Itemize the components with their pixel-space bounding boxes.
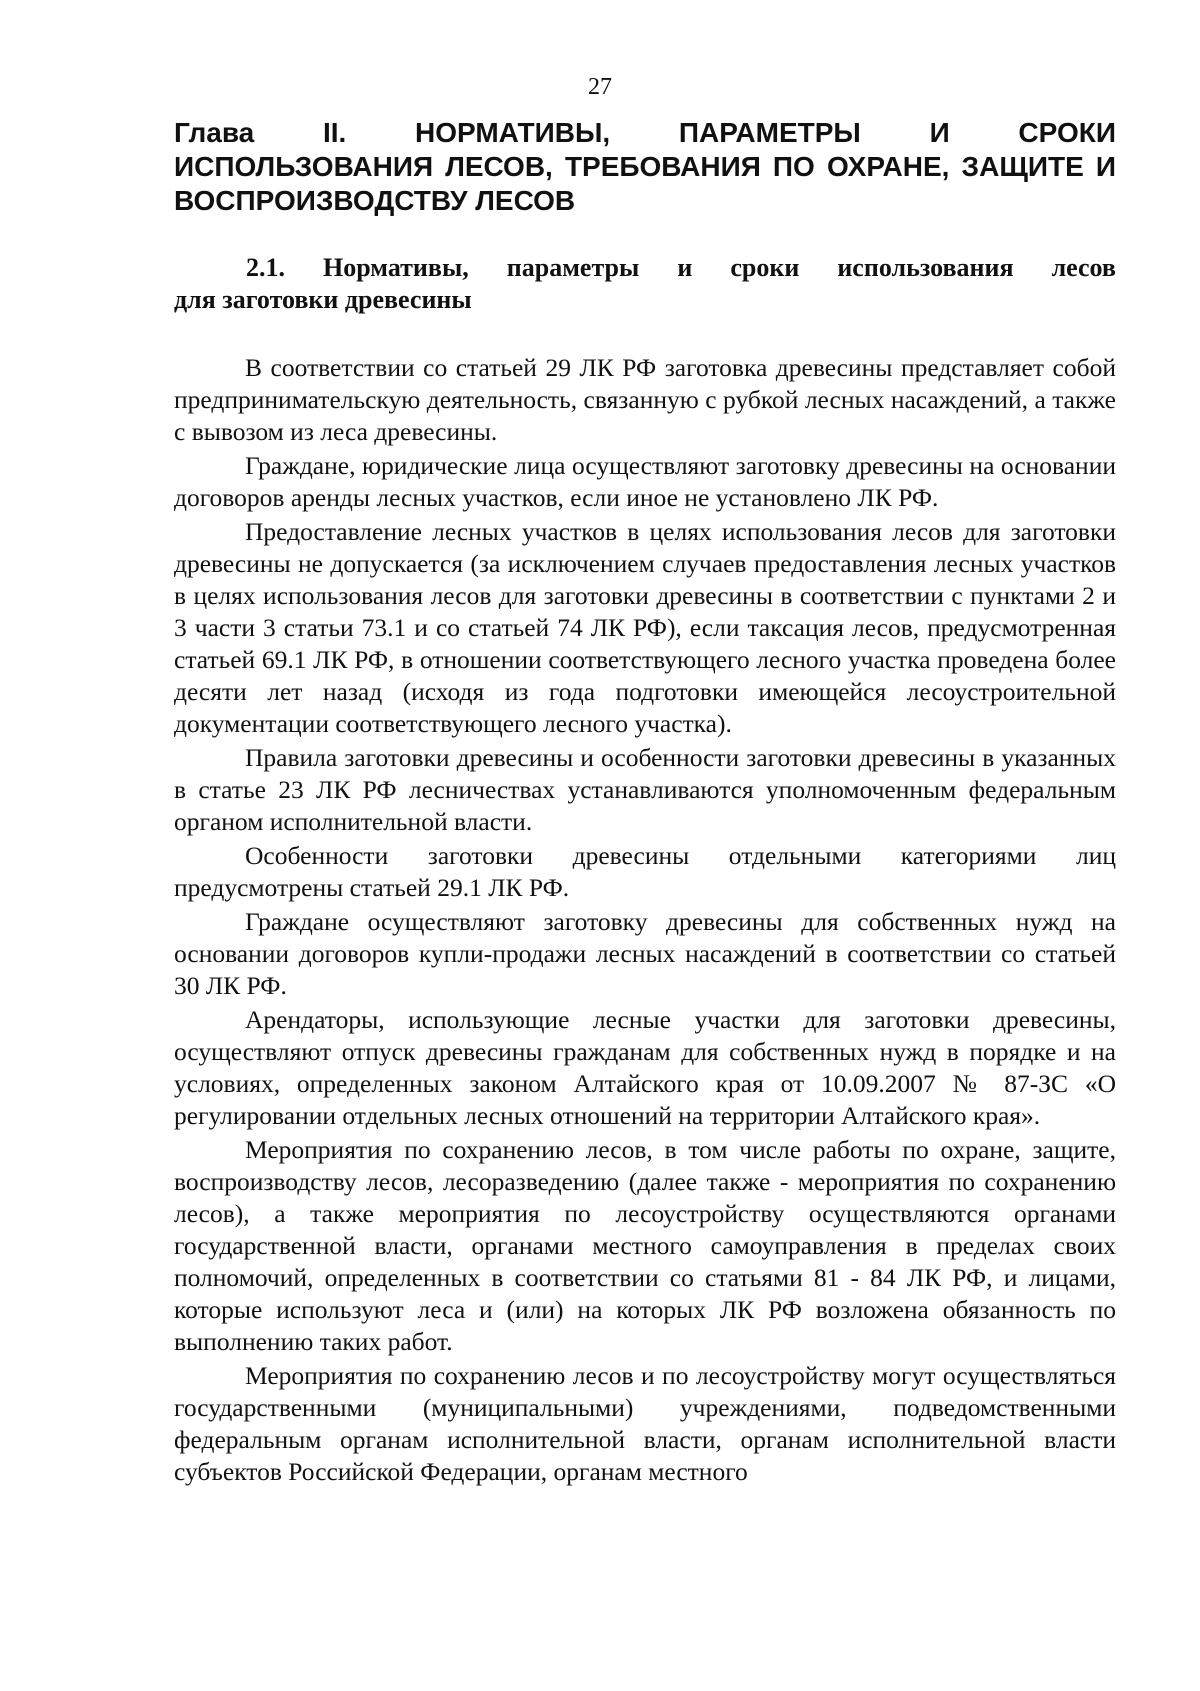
chapter-heading-word: II. — [322, 117, 347, 148]
section-heading-word: сроки — [730, 253, 800, 282]
paragraph: В соответствии со статьей 29 ЛК РФ заготовка древесины представляет собой предпринимательскую деятельность, связанную с рубкой лесных насаждений, а также с вывозом из леса древесины. — [174, 353, 1116, 446]
section-heading-word: лесов — [1051, 253, 1116, 282]
paragraph: Особенности заготовки древесины отдельными категориями лиц предусмотрены статьей 29.1 ЛК РФ. — [174, 841, 1116, 902]
section-heading-word: использования — [837, 253, 1014, 282]
paragraph: Мероприятия по сохранению лесов, в том числе работы по охране, защите, воспроизводству лесов, лесоразведению (далее также - мероприятия по сохранению лесов), а также мероприятия по лесоустройству осуществляются органами государственной власти, органами местного самоуправления в пределах своих полномочий, определенных в соответствии со статьями 81 - 84 ЛК РФ, и лицами, которые используют леса и (или) на которых ЛК РФ возложена обязанность по выполнению таких работ. — [174, 1135, 1116, 1356]
body-text — [174, 352, 1116, 1488]
chapter-heading-line-2: ИСПОЛЬЗОВАНИЯ ЛЕСОВ, ТРЕБОВАНИЯ ПО ОХРАНЕ, ЗАЩИТЕ И — [174, 151, 1116, 182]
chapter-heading-word: ПАРАМЕТРЫ — [678, 117, 861, 148]
section-heading — [174, 252, 1116, 316]
section-heading-line-2: для заготовки древесины — [174, 285, 472, 314]
chapter-heading-word: И — [929, 117, 950, 148]
section-heading-line-1 — [174, 252, 1116, 284]
chapter-heading — [174, 116, 1116, 218]
paragraph: Мероприятия по сохранению лесов и по лесоустройству могут осуществляться государственными (муниципальными) учреждениями, подведомственными федеральным органам исполнительной власти, органам исполнительной власти субъектов Российской Федерации, органам местного — [174, 1361, 1116, 1486]
paragraph: Арендаторы, использующие лесные участки для заготовки древесины, осуществляют отпуск древесины гражданам для собственных нужд в порядке и на условиях, определенных законом Алтайского края от 10.09.2007 № 87-ЗС «О регулировании отдельных лесных отношений на территории Алтайского края». — [174, 1005, 1116, 1130]
chapter-heading-word: НОРМАТИВЫ, — [415, 117, 611, 148]
chapter-heading-word: Глава — [174, 117, 255, 148]
chapter-heading-word: СРОКИ — [1018, 117, 1116, 148]
page-number: 27 — [588, 74, 612, 100]
paragraph: Граждане, юридические лица осуществляют заготовку древесины на основании договоров аренды лесных участков, если иное не установлено ЛК РФ. — [174, 451, 1116, 512]
section-heading-word: параметры — [506, 253, 640, 282]
chapter-heading-line-1 — [174, 116, 1116, 150]
paragraph: Правила заготовки древесины и особенности заготовки древесины в указанных в статье 23 ЛК РФ лесничествах устанавливаются уполномоченным федеральным органом исполнительной власти. — [174, 743, 1116, 836]
section-heading-word: и — [677, 253, 693, 282]
section-heading-word: Нормативы, — [323, 253, 469, 282]
paragraph: Предоставление лесных участков в целях использования лесов для заготовки древесины не допускается (за исключением случаев предоставления лесных участков в целях использования лесов для заготовки древесины в соответствии с пунктами 2 и 3 части 3 статьи 73.1 и со статьей 74 ЛК РФ), если таксация лесов, предусмотренная статьей 69.1 ЛК РФ, в отношении соответствующего лесного участка проведена более десяти лет назад (исходя из года подготовки имеющейся лесоустроительной документации соответствующего лесного участка). — [174, 517, 1116, 738]
paragraph: Граждане осуществляют заготовку древесины для собственных нужд на основании договоров купли-продажи лесных насаждений в соответствии со статьей 30 ЛК РФ. — [174, 907, 1116, 1000]
page-content — [174, 116, 1116, 1490]
section-heading-word: 2.1. — [246, 253, 285, 282]
chapter-heading-line-3: ВОСПРОИЗВОДСТВУ ЛЕСОВ — [174, 185, 576, 216]
